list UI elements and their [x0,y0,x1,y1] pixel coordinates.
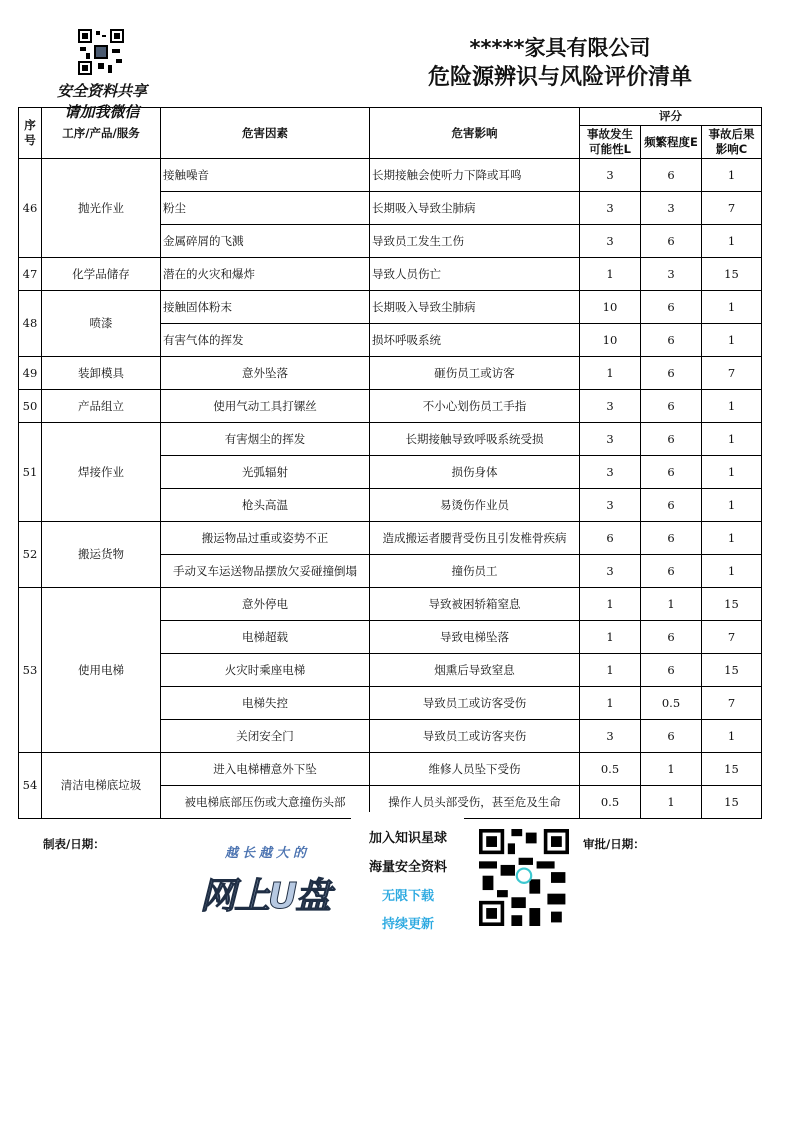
hazard-factor: 潜在的火灾和爆炸 [161,258,370,291]
col-consequence: 事故后果影响C [702,126,762,159]
hazard-factor: 接触噪音 [161,159,370,192]
score-likelihood: 1 [580,687,641,720]
hazard-factor: 搬运物品过重或姿势不正 [161,522,370,555]
score-consequence: 1 [702,489,762,522]
score-consequence: 15 [702,258,762,291]
col-process: 工序/产品/服务 [42,108,161,159]
score-consequence: 1 [702,720,762,753]
hazard-impact: 损坏呼吸系统 [370,324,580,357]
row-number: 47 [19,258,42,291]
hazard-impact: 操作人员头部受伤，甚至危及生命 [370,786,580,819]
row-number: 50 [19,390,42,423]
score-likelihood: 3 [580,225,641,258]
col-score: 评分 [580,108,762,126]
score-frequency: 6 [641,522,702,555]
table-row [19,258,762,291]
score-likelihood: 3 [580,456,641,489]
hazard-factor: 金属碎屑的飞溅 [161,225,370,258]
score-likelihood: 3 [580,192,641,225]
score-consequence: 15 [702,753,762,786]
row-number: 49 [19,357,42,390]
hazard-factor: 接触固体粉末 [161,291,370,324]
col-no: 序号 [19,108,42,159]
col-likelihood: 事故发生可能性L [580,126,641,159]
hazard-impact: 导致员工或访客夹伤 [370,720,580,753]
brand-logo: 网上U盘 [200,876,330,917]
score-consequence: 1 [702,555,762,588]
score-likelihood: 3 [580,159,641,192]
score-frequency: 6 [641,720,702,753]
qr-code-icon [78,29,124,75]
promo-line-1: 加入知识星球 [368,831,447,846]
score-consequence: 15 [702,786,762,819]
score-consequence: 1 [702,456,762,489]
hazard-impact: 不小心划伤员工手指 [370,390,580,423]
hazard-factor: 意外停电 [161,588,370,621]
process-name: 产品组立 [42,390,161,423]
row-number: 54 [19,753,42,819]
score-consequence: 1 [702,522,762,555]
qr-code-icon [479,829,569,926]
score-likelihood: 10 [580,324,641,357]
table-border-gap [351,812,464,822]
hazard-factor: 电梯超载 [161,621,370,654]
process-name: 清洁电梯底垃圾 [42,753,161,819]
score-likelihood: 3 [580,390,641,423]
score-likelihood: 1 [580,357,641,390]
score-consequence: 7 [702,357,762,390]
score-frequency: 6 [641,291,702,324]
score-frequency: 6 [641,489,702,522]
score-frequency: 1 [641,753,702,786]
score-consequence: 1 [702,159,762,192]
score-frequency: 6 [641,225,702,258]
score-frequency: 6 [641,456,702,489]
score-likelihood: 1 [580,621,641,654]
table-row [19,753,762,786]
score-frequency: 0.5 [641,687,702,720]
score-frequency: 1 [641,786,702,819]
hazard-impact: 撞伤员工 [370,555,580,588]
hazard-factor: 枪头高温 [161,489,370,522]
hazard-factor: 意外坠落 [161,357,370,390]
score-consequence: 1 [702,423,762,456]
page-title: 危险源辨识与风险评价清单 [427,65,692,90]
share-line-2: 请加我微信 [64,103,140,121]
hazard-impact: 砸伤员工或访客 [370,357,580,390]
row-number: 53 [19,588,42,753]
hazard-impact: 烟熏后导致窒息 [370,654,580,687]
hazard-impact: 导致被困轿箱窒息 [370,588,580,621]
score-likelihood: 1 [580,588,641,621]
score-likelihood: 0.5 [580,753,641,786]
col-hazard: 危害因素 [161,108,370,159]
process-name: 喷漆 [42,291,161,357]
hazard-factor: 电梯失控 [161,687,370,720]
col-frequency: 频繁程度E [641,126,702,159]
hazard-impact: 长期吸入导致尘肺病 [370,192,580,225]
hazard-factor: 光弧辐射 [161,456,370,489]
score-likelihood: 1 [580,258,641,291]
prepared-by-label: 制表/日期： [43,837,105,851]
score-likelihood: 3 [580,489,641,522]
hazard-factor: 使用气动工具打镙丝 [161,390,370,423]
score-likelihood: 6 [580,522,641,555]
score-likelihood: 10 [580,291,641,324]
table-row [19,522,762,555]
row-number: 51 [19,423,42,522]
process-name: 化学品储存 [42,258,161,291]
score-frequency: 6 [641,390,702,423]
table-row [19,357,762,390]
score-frequency: 1 [641,588,702,621]
score-consequence: 15 [702,588,762,621]
score-consequence: 1 [702,324,762,357]
hazard-impact: 损伤身体 [370,456,580,489]
col-impact: 危害影响 [370,108,580,159]
process-name: 搬运货物 [42,522,161,588]
score-likelihood: 3 [580,555,641,588]
score-consequence: 7 [702,687,762,720]
table-row [19,159,762,192]
promo-line-3: 无限下载 [381,889,434,904]
score-likelihood: 3 [580,720,641,753]
process-name: 抛光作业 [42,159,161,258]
score-consequence: 1 [702,390,762,423]
process-name: 装卸模具 [42,357,161,390]
share-line-1: 安全资料共享 [56,82,147,100]
score-likelihood: 3 [580,423,641,456]
hazard-impact: 导致员工发生工伤 [370,225,580,258]
score-frequency: 6 [641,324,702,357]
slogan-text: 越长越大的 [225,846,311,861]
table-row [19,291,762,324]
process-name: 焊接作业 [42,423,161,522]
score-frequency: 6 [641,159,702,192]
score-likelihood: 0.5 [580,786,641,819]
score-consequence: 7 [702,621,762,654]
score-consequence: 7 [702,192,762,225]
hazard-impact: 导致员工或访客受伤 [370,687,580,720]
table-row [19,423,762,456]
table-row [19,390,762,423]
row-number: 52 [19,522,42,588]
row-number: 46 [19,159,42,258]
approved-by-label: 审批/日期： [583,837,645,851]
hazard-factor: 进入电梯槽意外下坠 [161,753,370,786]
score-frequency: 3 [641,192,702,225]
score-consequence: 1 [702,225,762,258]
hazard-factor: 粉尘 [161,192,370,225]
hazard-impact: 导致电梯坠落 [370,621,580,654]
hazard-impact: 易烫伤作业员 [370,489,580,522]
hazard-impact: 维修人员坠下受伤 [370,753,580,786]
score-consequence: 15 [702,654,762,687]
score-frequency: 3 [641,258,702,291]
hazard-factor: 关闭安全门 [161,720,370,753]
table-row [19,588,762,621]
score-likelihood: 1 [580,654,641,687]
hazard-impact: 导致人员伤亡 [370,258,580,291]
score-frequency: 6 [641,621,702,654]
score-frequency: 6 [641,654,702,687]
hazard-table [18,107,762,819]
score-frequency: 6 [641,555,702,588]
hazard-impact: 长期吸入导致尘肺病 [370,291,580,324]
score-frequency: 6 [641,423,702,456]
hazard-impact: 造成搬运者腰背受伤且引发椎骨疾病 [370,522,580,555]
score-consequence: 1 [702,291,762,324]
score-frequency: 6 [641,357,702,390]
company-name: *****家具有限公司 [469,36,651,60]
hazard-factor: 有害烟尘的挥发 [161,423,370,456]
hazard-impact: 长期接触会使听力下降或耳鸣 [370,159,580,192]
hazard-factor: 手动叉车运送物品摆放欠妥碰撞倒塌 [161,555,370,588]
hazard-factor: 火灾时乘座电梯 [161,654,370,687]
row-number: 48 [19,291,42,357]
hazard-factor: 有害气体的挥发 [161,324,370,357]
hazard-factor: 被电梯底部压伤或大意撞伤头部 [161,786,370,819]
promo-line-2: 海量安全资料 [368,860,447,875]
hazard-impact: 长期接触导致呼吸系统受损 [370,423,580,456]
process-name: 使用电梯 [42,588,161,753]
promo-line-4: 持续更新 [381,917,434,932]
